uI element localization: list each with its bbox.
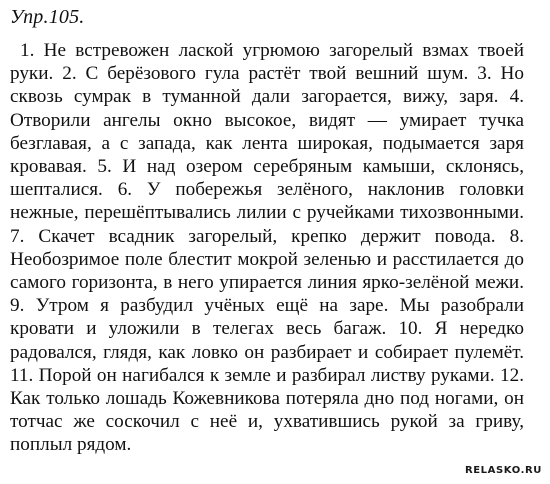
- exercise-text: 1. Не встревожен лаской угрюмою загорелый взмах твоей руки. 2. С берёзового гула растёт твой вешний шум. 3. Но сквозь сумрак в туманной дали загорается, вижу, заря. 4. Отворили ангелы окно высокое, видят — умирает тучка безглавая, а с запада, как лента широкая, подымается заря кровавая. 5. И над озером серебряным камыши, склонясь, шепталися. 6. У побережья зелёного, наклонив головки нежные, перешёптывались лилии с ручейками тихозвонными. 7. Скачет всадник загорелый, крепко держит повода. 8. Необозримое поле блестит мокрой зеленью и расстилается до самого горизонта, в него упирается линия ярко-зелёной межи. 9. Утром я разбудил учёных ещё на заре. Мы разобрали кровати и уложили в телегах весь багаж. 10. Я нередко радовался, глядя, как ловко он разбирает и собирает пулемёт. 11. Порой он нагибался к земле и разбирал листву руками. 12. Как только лошадь Кожевникова потеряла дно под ногами, он тотчас же соскочил с неё и, ухватившись рукой за гриву, поплыл рядом.: [10, 40, 524, 456]
- exercise-title: Упр.105.: [10, 6, 85, 28]
- site-watermark: RELASKO.RU: [464, 465, 542, 476]
